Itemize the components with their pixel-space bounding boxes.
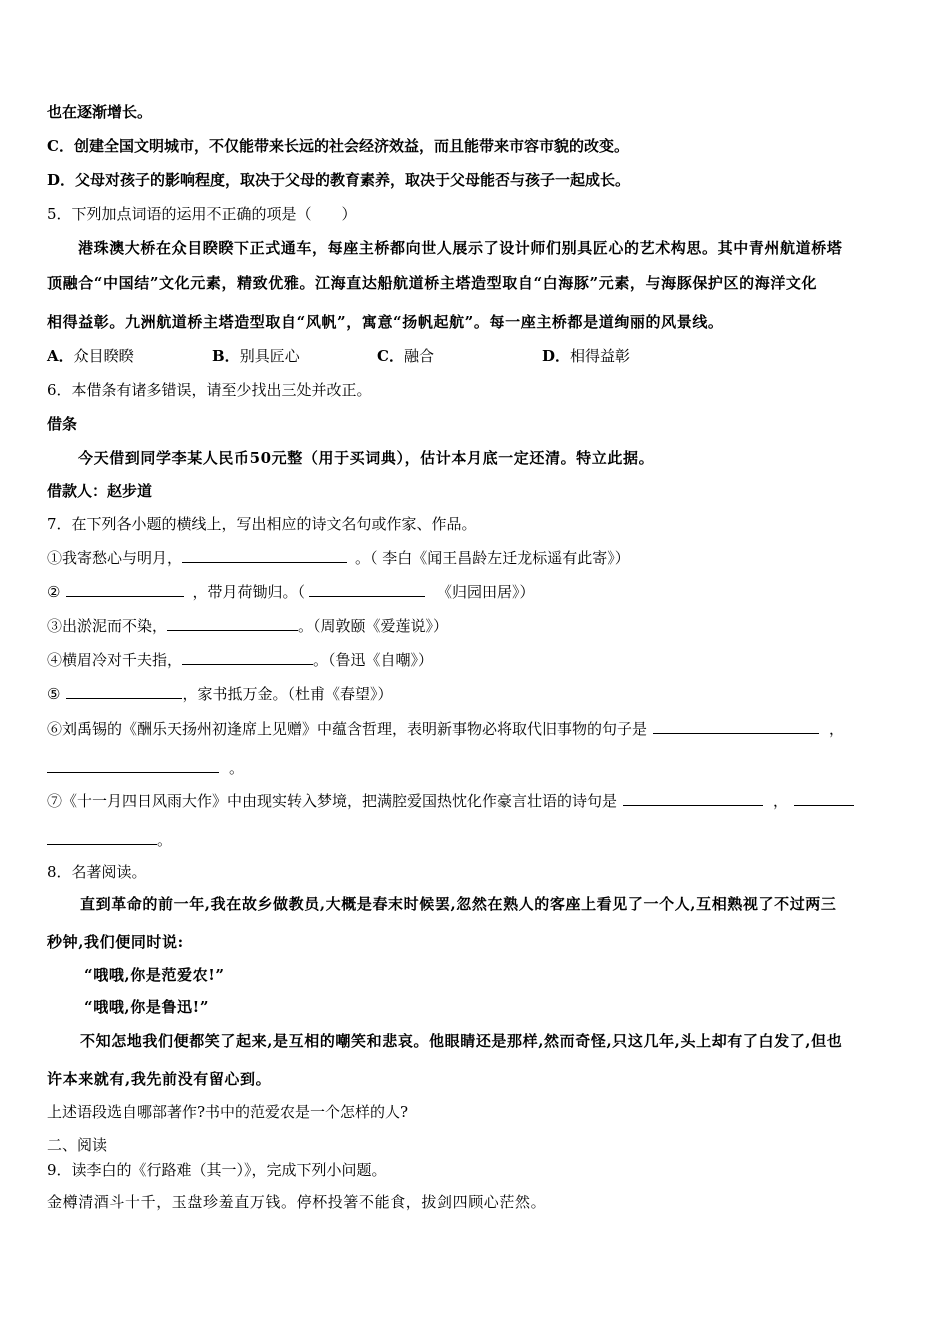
answer-blank[interactable] <box>47 830 157 845</box>
option-text: 别具匠心 <box>239 347 300 365</box>
item-text: 。（周敦颐《爱莲说》） <box>298 617 449 635</box>
q5-option-a <box>47 346 212 366</box>
answer-blank[interactable] <box>653 719 819 734</box>
question-6-stem: 6．本借条有诸多错误，请至少找出三处并改正。 <box>47 381 372 399</box>
poem-line: 金樽清酒斗十千，玉盘珍羞直万钱。停杯投箸不能食，拔剑四顾心茫然。 <box>47 1193 547 1211</box>
item-text: ， <box>829 720 845 738</box>
item-text: ， <box>773 792 789 810</box>
item-text: ③出淤泥而不染， <box>47 617 168 635</box>
option-text: 相得益彰 <box>570 347 631 365</box>
answer-blank[interactable] <box>623 791 763 806</box>
answer-blank[interactable] <box>47 758 219 773</box>
answer-blank[interactable] <box>309 582 425 597</box>
option-label: A． <box>47 347 74 365</box>
item-text: ⑥刘禹锡的《酬乐天扬州初逢席上见赠》中蕴含哲理，表明新事物必将取代旧事物的句子是 <box>47 720 648 738</box>
q5-passage-line: 相得益彰。九洲航道桥主塔造型取自“风帆”，寓意“扬帆起航”。每一座主桥都是道绚丽的风景线。 <box>47 313 724 331</box>
item-text: ，家书抵万金。（杜甫《春望》） <box>182 685 393 703</box>
q5-passage-line: 港珠澳大桥在众目睽睽下正式通车，每座主桥都向世人展示了设计师们别具匠心的艺术构思。其中青州航道桥塔 <box>78 239 843 257</box>
option-label: B． <box>212 347 240 365</box>
q5-option-b <box>212 346 377 366</box>
option-text: 创建全国文明城市，不仅能带来长远的社会经济效益，而且能带来市容市貌的改变。 <box>73 137 629 155</box>
answer-blank[interactable] <box>182 650 313 665</box>
answer-blank[interactable] <box>167 616 298 631</box>
option-label: D． <box>542 347 571 365</box>
iou-title: 借条 <box>47 415 78 433</box>
question-8-stem: 8．名著阅读。 <box>47 863 147 881</box>
q8-passage-line: 秒钟,我们便同时说: <box>47 933 184 951</box>
option-label: D． <box>47 171 76 189</box>
q7-item-7 <box>47 791 854 811</box>
q7-item-6-cont <box>47 758 244 778</box>
q5-options <box>47 346 630 366</box>
section-2-title: 二、阅读 <box>47 1136 108 1154</box>
item-text: ② <box>47 583 61 601</box>
q8-dialogue-line: “哦哦,你是范爱农!” <box>84 966 225 984</box>
answer-blank[interactable] <box>66 684 182 699</box>
q8-question: 上述语段选自哪部著作?书中的范爱农是一个怎样的人? <box>47 1103 409 1121</box>
item-text: 《归园田居》） <box>436 583 535 601</box>
answer-blank[interactable] <box>66 582 184 597</box>
option-text: 众目睽睽 <box>73 347 134 365</box>
q7-item-7-cont <box>47 830 172 850</box>
item-text: 。（鲁迅《自嘲》） <box>313 651 434 669</box>
q7-item-3 <box>47 616 448 636</box>
item-text: ⑦《十一月四日风雨大作》中由现实转入梦境，把满腔爱国热忱化作豪言壮语的诗句是 <box>47 792 618 810</box>
option-label: C． <box>377 347 404 365</box>
q5-option-d <box>542 346 630 366</box>
q7-item-5 <box>47 684 392 704</box>
q8-passage-line: 许本来就有,我先前没有留心到。 <box>47 1070 272 1088</box>
question-7-stem: 7．在下列各小题的横线上，写出相应的诗文名句或作家、作品。 <box>47 515 477 533</box>
item-text: ④横眉冷对千夫指， <box>47 651 183 669</box>
answer-blank[interactable] <box>182 548 347 563</box>
option-label: C． <box>47 137 74 155</box>
q8-dialogue-line: “哦哦,你是鲁迅!” <box>84 998 210 1016</box>
q7-item-6 <box>47 719 844 739</box>
option-d-line <box>47 170 630 190</box>
option-text: 融合 <box>403 347 434 365</box>
q7-item-2 <box>47 582 534 602</box>
option-c-line <box>47 136 629 156</box>
q5-passage-line: 顶融合“中国结”文化元素，精致优雅。江海直达船航道桥主塔造型取自“白海豚”元素，与海豚保护区的海洋文化 <box>47 274 818 292</box>
item-text: 。 <box>157 831 173 849</box>
item-text: 。 <box>229 759 245 777</box>
item-text: 。（ 李白《闻王昌龄左迁龙标遥有此寄》） <box>355 549 630 567</box>
item-text: ①我寄愁心与明月， <box>47 549 183 567</box>
q5-option-c <box>377 346 542 366</box>
answer-blank[interactable] <box>794 791 854 806</box>
q8-passage-line: 直到革命的前一年,我在故乡做教员,大概是春末时候罢,忽然在熟人的客座上看见了一个人,互相熟视了不过两三 <box>80 895 837 913</box>
option-text: 父母对孩子的影响程度，取决于父母的教育素养，取决于父母能否与孩子一起成长。 <box>75 171 631 189</box>
iou-signature: 借款人：赵步道 <box>47 482 153 500</box>
question-5-stem: 5．下列加点词语的运用不正确的项是（ ） <box>47 205 357 223</box>
q8-passage-line: 不知怎地我们便都笑了起来,是互相的嘲笑和悲哀。他眼睛还是那样,然而奇怪,只这几年,头上却有了白发了,但也 <box>80 1032 843 1050</box>
item-text: ，带月荷锄归。（ <box>192 583 305 601</box>
question-9-stem: 9．读李白的《行路难（其一）》，完成下列小问题。 <box>47 1161 387 1179</box>
q7-item-4 <box>47 650 433 670</box>
iou-body: 今天借到同学李某人民币50元整（用于买词典），估计本月底一定还清。特立此据。 <box>78 449 655 467</box>
q7-item-1 <box>47 548 630 568</box>
item-text: ⑤ <box>47 685 61 703</box>
line-continuation: 也在逐渐增长。 <box>47 103 153 121</box>
